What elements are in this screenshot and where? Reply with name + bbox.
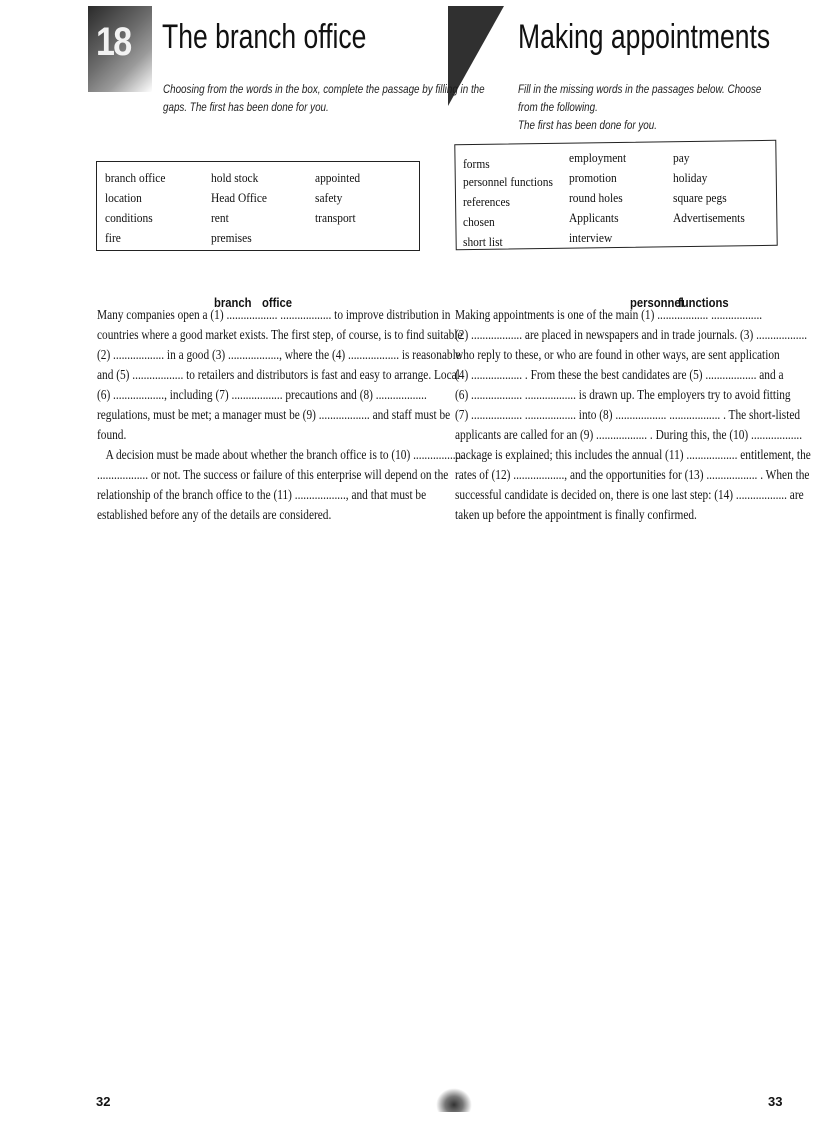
passage-line: (6) .................. .................. is drawn up. The employers try to avoid fitting (455, 387, 791, 402)
word-option: conditions (105, 210, 153, 225)
unit-number: 18 (96, 20, 131, 64)
word-option: pay (673, 150, 690, 165)
left-instructions-line: Choosing from the words in the box, complete the passage by filling in the (163, 82, 485, 96)
left-instructions-line: gaps. The first has been done for you. (163, 100, 329, 114)
word-option: premises (211, 230, 252, 245)
example-answer-word: office (262, 296, 293, 310)
passage-line: found. (97, 427, 127, 442)
right-passage (455, 305, 811, 525)
word-option: round holes (569, 190, 623, 205)
word-option: Applicants (569, 210, 619, 225)
binding-smudge (436, 1088, 472, 1112)
word-option: Advertisements (673, 210, 745, 225)
word-option: square pegs (673, 190, 727, 205)
right-instructions-line: The first has been done for you. (518, 118, 657, 132)
word-option: rent (211, 210, 229, 225)
word-option: employment (569, 150, 627, 165)
passage-line: applicants are called for an (9) .................. . During this, the (10) .................. (455, 427, 803, 442)
word-option: chosen (463, 214, 495, 229)
right-instructions (518, 80, 762, 134)
passage-line: package is explained; this includes the annual (11) .................. entitlement, the (455, 447, 811, 462)
passage-line: and (5) .................. to retailers and distributors is fast and easy to arrange. Local (97, 367, 460, 382)
word-option: appointed (315, 170, 361, 185)
left-page-number: 32 (96, 1094, 111, 1109)
left-instructions (163, 80, 485, 116)
word-option: branch office (105, 170, 166, 185)
word-option: transport (315, 210, 356, 225)
section-corner-mark (448, 6, 504, 106)
word-option: safety (315, 190, 343, 205)
right-page-number: 33 (768, 1094, 783, 1109)
passage-line: Many companies open a (1) .................. .................. to improve distribution in (97, 307, 451, 322)
passage-line: taken up before the appointment is finally confirmed. (455, 507, 697, 522)
word-option: hold stock (211, 170, 259, 185)
passage-line: successful candidate is decided on, there is one last step: (14) .................. are (455, 487, 804, 502)
word-option: promotion (569, 170, 617, 185)
passage-line: (7) .................. .................. into (8) .................. .................. . The short-listed (455, 407, 801, 422)
passage-line: who reply to these, or who are found in other ways, are sent application (455, 347, 780, 362)
word-option: interview (569, 230, 613, 245)
left-page-title: The branch office (162, 18, 367, 56)
example-answer-word: functions (678, 296, 729, 310)
example-answer-word: branch (214, 296, 252, 310)
word-option: location (105, 190, 142, 205)
passage-line: regulations, must be met; a manager must be (9) .................. and staff must be (97, 407, 451, 422)
word-option: forms (463, 156, 490, 171)
passage-line: .................. or not. The success or failure of this enterprise will depend on the (97, 467, 449, 482)
passage-line: Making appointments is one of the main (1) .................. .................. (455, 307, 763, 322)
passage-line: (4) .................. . From these the best candidates are (5) .................. and a (455, 367, 784, 382)
passage-line: countries where a good market exists. The first step, of course, is to find suitable (97, 327, 463, 342)
word-option: holiday (673, 170, 708, 185)
passage-line: A decision must be made about whether the branch office is to (10) .................. (105, 447, 465, 462)
passage-line: rates of (12) .................., and the opportunities for (13) .................. . When the (455, 467, 810, 482)
passage-line: (2) .................. in a good (3) .................., where the (4) .................. is reasonable (97, 347, 461, 362)
word-option: fire (105, 230, 121, 245)
passage-line: relationship of the branch office to the (11) .................., and that must be (97, 487, 427, 502)
passage-line: established before any of the details are considered. (97, 507, 332, 522)
right-instructions-line: Fill in the missing words in the passages below. Choose from the following. (518, 82, 762, 114)
example-answer-word: personnel (630, 296, 684, 310)
word-option: Head Office (211, 190, 268, 205)
word-option: short list (463, 234, 503, 249)
word-option: references (463, 194, 510, 209)
passage-line: (6) .................., including (7) .................. precautions and (8) .................. (97, 387, 427, 402)
right-page-title: Making appointments (518, 18, 771, 56)
left-passage (97, 305, 464, 525)
passage-line: (2) .................. are placed in newspapers and in trade journals. (3) .................. (455, 327, 808, 342)
word-option: personnel functions (463, 174, 553, 189)
